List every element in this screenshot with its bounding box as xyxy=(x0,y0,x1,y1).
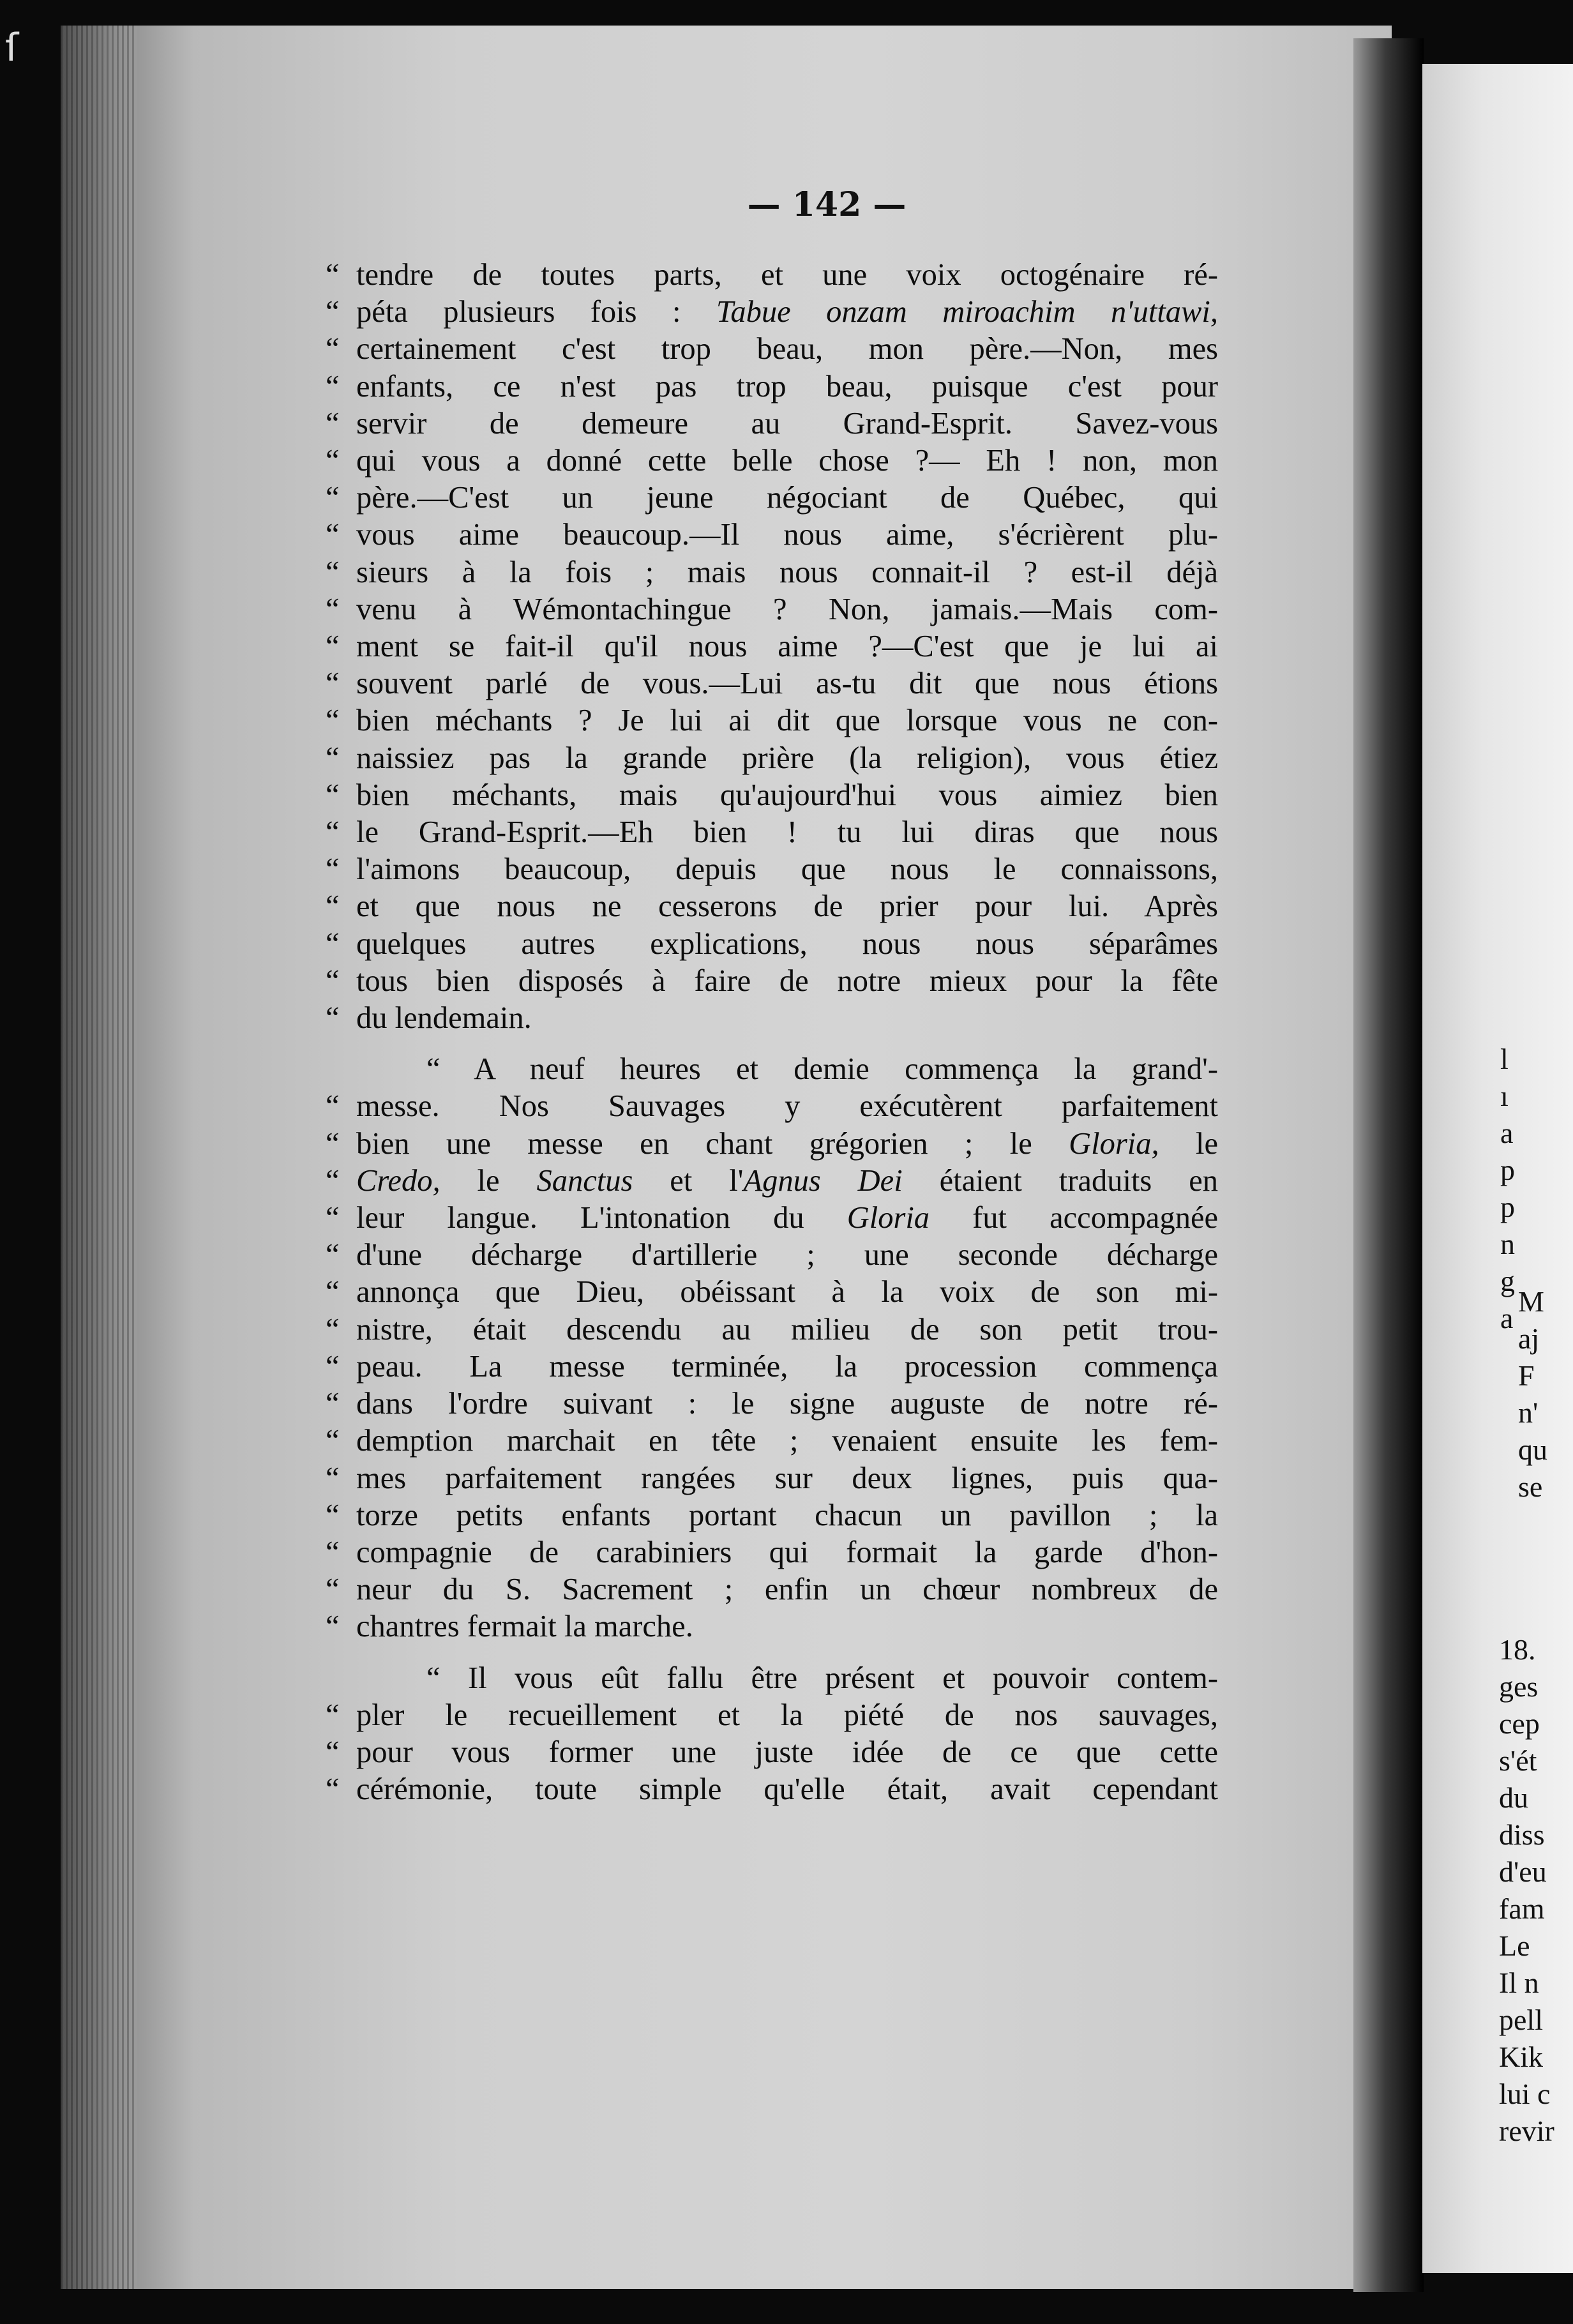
text-line xyxy=(326,814,1218,851)
line-segment: leur langue. L'intonation du xyxy=(356,1201,847,1235)
text-line xyxy=(326,777,1218,814)
line-segment: le xyxy=(1159,1126,1218,1161)
text-line xyxy=(326,479,1218,517)
right-page-fragments-middle xyxy=(1518,1283,1547,1505)
text-line xyxy=(326,1385,1218,1422)
line-text xyxy=(356,815,1218,849)
italic-term: Agnus Dei xyxy=(743,1163,903,1198)
right-page-fragment: 18. xyxy=(1499,1633,1536,1666)
text-line xyxy=(326,1274,1218,1311)
right-page-fragment: aj xyxy=(1518,1322,1540,1355)
line-text xyxy=(356,1275,1218,1309)
line-segment: certainement c'est trop beau, mon père.—Non, mes xyxy=(356,332,1218,366)
line-segment: servir de demeure au Grand-Esprit. Savez-vous xyxy=(356,406,1218,441)
right-page-fragment: qu xyxy=(1518,1433,1547,1466)
line-text xyxy=(356,1127,1218,1161)
right-page-fragment: d'eu xyxy=(1499,1855,1547,1888)
line-text xyxy=(356,778,1218,812)
right-page-fragment: M xyxy=(1518,1285,1544,1318)
quote-mark: “ xyxy=(326,815,340,850)
page-edge-stack xyxy=(61,26,137,2289)
quote-mark: “ xyxy=(326,1163,340,1198)
line-text xyxy=(356,852,1218,886)
line-segment: tendre de toutes parts, et une voix octogénaire ré- xyxy=(356,258,1218,292)
line-segment: dans l'ordre suivant : le signe auguste de notre ré- xyxy=(356,1387,1218,1421)
line-segment: “ A neuf heures et demie commença la grand'- xyxy=(426,1052,1218,1087)
line-segment: demption marchait en tête ; venaient ensuite les fem- xyxy=(356,1424,1218,1458)
line-text xyxy=(356,518,1218,552)
line-text xyxy=(356,1350,1218,1384)
quote-mark: “ xyxy=(326,741,340,775)
text-line xyxy=(326,1460,1218,1497)
quote-mark: “ xyxy=(326,369,340,404)
right-page-fragment: l xyxy=(1500,1043,1509,1075)
quote-mark: “ xyxy=(326,963,340,998)
line-segment: l'aimons beaucoup, depuis que nous le connaissons, xyxy=(356,852,1218,887)
line-segment: et que nous ne cesserons de prier pour lui. Après xyxy=(356,889,1218,924)
right-page-fragment: n' xyxy=(1518,1396,1539,1429)
quote-mark: “ xyxy=(326,926,340,961)
text-line xyxy=(326,740,1218,777)
right-page-fragment: du xyxy=(1499,1781,1528,1814)
quote-mark: “ xyxy=(326,555,340,589)
italic-term: Credo, xyxy=(356,1163,440,1198)
line-segment: quelques autres explications, nous nous séparâmes xyxy=(356,926,1218,961)
text-line xyxy=(326,591,1218,628)
text-line xyxy=(326,405,1218,442)
line-segment: le Grand-Esprit.—Eh bien ! tu lui diras que nous xyxy=(356,815,1218,850)
quote-mark: “ xyxy=(326,667,340,701)
line-segment: tous bien disposés à faire de notre mieux pour la fête xyxy=(356,963,1218,998)
line-segment: étaient traduits en xyxy=(902,1163,1218,1198)
paragraph-1 xyxy=(326,257,1218,1037)
line-text xyxy=(356,927,1218,961)
quote-mark: “ xyxy=(326,889,340,924)
line-segment: fut accompagnée xyxy=(929,1201,1218,1235)
quote-mark: “ xyxy=(326,1772,340,1807)
line-text xyxy=(356,407,1218,441)
line-segment: d'une décharge d'artillerie ; une seconde décharge xyxy=(356,1238,1218,1272)
line-segment: cérémonie, toute simple qu'elle était, avait cependant xyxy=(356,1772,1218,1807)
quote-mark: “ xyxy=(326,1498,340,1532)
text-line xyxy=(326,1571,1218,1608)
text-line xyxy=(356,1051,1218,1088)
line-segment: neur du S. Sacrement ; enfin un chœur nombreux de xyxy=(356,1573,1218,1607)
quote-mark: “ xyxy=(326,630,340,664)
line-segment: compagnie de carabiniers qui formait la garde d'hon- xyxy=(356,1535,1218,1569)
italic-term: Tabue onzam miroachim n'uttawi, xyxy=(716,295,1218,329)
right-page-fragment: a xyxy=(1500,1117,1514,1149)
right-page-fragment: s'ét xyxy=(1499,1744,1537,1777)
quote-mark: “ xyxy=(326,1001,340,1036)
line-text xyxy=(356,741,1218,775)
line-text xyxy=(356,1610,693,1643)
quote-mark: “ xyxy=(326,1312,340,1347)
line-text xyxy=(356,370,1218,404)
line-segment: pler le recueillement et la piété de nos sauvages, xyxy=(356,1698,1218,1732)
line-segment: père.—C'est un jeune négociant de Québec, qui xyxy=(356,481,1218,515)
right-page-fragment: fam xyxy=(1499,1892,1545,1925)
line-text xyxy=(356,1772,1218,1806)
line-segment: péta plusieurs fois : xyxy=(356,295,716,329)
italic-term: Gloria, xyxy=(1069,1126,1159,1161)
quote-mark: “ xyxy=(326,1126,340,1161)
line-segment: et l' xyxy=(633,1163,744,1198)
right-page-fragment: ı xyxy=(1500,1080,1509,1112)
quote-mark: “ xyxy=(326,852,340,887)
right-page-fragment: se xyxy=(1518,1470,1543,1503)
line-segment: “ Il vous eût fallu être présent et pouvoir contem- xyxy=(426,1661,1218,1695)
quote-mark: “ xyxy=(326,1089,340,1124)
line-segment: venu à Wémontachingue ? Non, jamais.—Mais com- xyxy=(356,592,1218,626)
text-line xyxy=(326,1000,1218,1037)
line-text xyxy=(356,444,1218,478)
corner-mark: ſ xyxy=(5,26,19,70)
quote-mark: “ xyxy=(326,258,340,292)
text-line xyxy=(326,628,1218,665)
line-text xyxy=(356,1661,1218,1695)
quote-mark: “ xyxy=(326,1610,340,1644)
quote-mark: “ xyxy=(326,481,340,515)
quote-mark: “ xyxy=(326,704,340,738)
line-segment: bien méchants ? Je lui ai dit que lorsque vous ne con- xyxy=(356,704,1218,738)
line-text xyxy=(356,889,1218,923)
line-segment: nistre, était descendu au milieu de son petit trou- xyxy=(356,1312,1218,1347)
text-line xyxy=(326,294,1218,331)
line-segment: enfants, ce n'est pas trop beau, puisque c'est pour xyxy=(356,369,1218,404)
quote-mark: “ xyxy=(326,518,340,552)
right-page-fragment: n xyxy=(1500,1228,1515,1260)
quote-mark: “ xyxy=(326,592,340,626)
quote-mark: “ xyxy=(326,1735,340,1769)
right-page-fragment: Kik xyxy=(1499,2041,1543,2073)
text-line xyxy=(326,1534,1218,1571)
text-line xyxy=(326,1237,1218,1274)
right-page-fragment: diss xyxy=(1499,1818,1545,1851)
paragraph-3 xyxy=(326,1660,1218,1809)
right-page-fragment: p xyxy=(1500,1154,1515,1186)
text-line xyxy=(326,665,1218,702)
line-segment: bien une messe en chant grégorien ; le xyxy=(356,1126,1069,1161)
quote-mark: “ xyxy=(326,1461,340,1495)
quote-mark: “ xyxy=(326,1424,340,1458)
page-number: — 142 — xyxy=(747,185,907,224)
right-page-fragment: pell xyxy=(1499,2003,1543,2036)
text-line xyxy=(326,1697,1218,1734)
line-segment: du lendemain. xyxy=(356,1001,532,1036)
right-page-fragment: revir xyxy=(1499,2115,1554,2147)
quote-mark: “ xyxy=(326,1698,340,1732)
right-page-fragment: Il n xyxy=(1499,1966,1539,1999)
line-text xyxy=(356,481,1218,515)
right-page-fragment: lui c xyxy=(1499,2078,1551,2110)
line-segment: pour vous former une juste idée de ce que cette xyxy=(356,1735,1218,1769)
quote-mark: “ xyxy=(326,332,340,366)
line-segment: peau. La messe terminée, la procession commença xyxy=(356,1349,1218,1384)
line-segment: messe. Nos Sauvages y exécutèrent parfaitement xyxy=(356,1089,1218,1124)
line-text xyxy=(356,555,1218,589)
line-text xyxy=(356,332,1218,366)
body-text xyxy=(326,257,1218,1808)
text-line xyxy=(326,1348,1218,1385)
text-line xyxy=(326,851,1218,888)
quote-mark: “ xyxy=(326,1387,340,1421)
line-segment: annonça que Dieu, obéissant à la voix de son mi- xyxy=(356,1275,1218,1309)
text-line xyxy=(326,1311,1218,1348)
quote-mark: “ xyxy=(326,1275,340,1309)
line-text xyxy=(356,1387,1218,1421)
book-gutter xyxy=(1353,38,1424,2292)
line-segment: le xyxy=(440,1163,537,1198)
text-line xyxy=(326,1608,1218,1645)
line-segment: sieurs à la fois ; mais nous connait-il ? est-il déjà xyxy=(356,555,1218,589)
line-text xyxy=(356,1313,1218,1347)
line-text xyxy=(356,1201,1218,1235)
text-line xyxy=(326,1497,1218,1534)
paragraph-2 xyxy=(326,1051,1218,1645)
text-line xyxy=(326,888,1218,925)
quote-mark: “ xyxy=(326,778,340,812)
line-text xyxy=(356,1052,1218,1086)
line-segment: mes parfaitement rangées sur deux lignes, puis qua- xyxy=(356,1461,1218,1495)
quote-mark: “ xyxy=(326,406,340,441)
line-segment: chantres fermait la marche. xyxy=(356,1610,693,1644)
right-page-fragment: g xyxy=(1500,1265,1515,1297)
text-line xyxy=(326,1126,1218,1163)
quote-mark: “ xyxy=(326,1573,340,1607)
line-text xyxy=(356,258,1218,292)
text-line xyxy=(326,368,1218,405)
text-line xyxy=(326,926,1218,963)
line-segment: naissiez pas la grande prière (la religion), vous étiez xyxy=(356,741,1218,775)
line-text xyxy=(356,1424,1218,1458)
line-text xyxy=(356,1164,1218,1198)
line-segment: qui vous a donné cette belle chose ?— Eh ! non, mon xyxy=(356,444,1218,478)
line-segment: vous aime beaucoup.—Il nous aime, s'écrièrent plu- xyxy=(356,518,1218,552)
text-line xyxy=(326,517,1218,554)
quote-mark: “ xyxy=(326,1238,340,1272)
line-text xyxy=(356,1089,1218,1123)
text-line xyxy=(326,1163,1218,1200)
text-line xyxy=(326,257,1218,294)
text-line xyxy=(326,554,1218,591)
line-text xyxy=(356,1698,1218,1732)
line-text xyxy=(356,1238,1218,1272)
italic-term: Sanctus xyxy=(536,1163,633,1198)
text-line xyxy=(326,1200,1218,1237)
line-text xyxy=(356,630,1218,663)
text-line xyxy=(326,963,1218,1000)
line-text xyxy=(356,1573,1218,1606)
text-line xyxy=(326,442,1218,479)
italic-term: Gloria xyxy=(847,1201,930,1235)
line-text xyxy=(356,964,1218,998)
text-line xyxy=(326,1734,1218,1771)
right-page-fragment: cep xyxy=(1499,1707,1540,1740)
right-page-fragment: a xyxy=(1500,1302,1514,1334)
right-page-fragment: Le xyxy=(1499,1929,1530,1962)
line-text xyxy=(356,1498,1218,1532)
line-text xyxy=(356,295,1218,329)
quote-mark: “ xyxy=(326,1201,340,1235)
line-text xyxy=(356,1461,1218,1495)
line-segment: souvent parlé de vous.—Lui as-tu dit que nous étions xyxy=(356,667,1218,701)
text-line xyxy=(326,1771,1218,1808)
quote-mark: “ xyxy=(326,444,340,478)
line-text xyxy=(356,1535,1218,1569)
quote-mark: “ xyxy=(326,295,340,329)
quote-mark: “ xyxy=(326,1349,340,1384)
right-page-fragments-bottom xyxy=(1499,1631,1554,2150)
line-segment: bien méchants, mais qu'aujourd'hui vous aimiez bien xyxy=(356,778,1218,812)
right-page-fragment: ges xyxy=(1499,1670,1539,1703)
text-line xyxy=(326,1422,1218,1460)
text-line xyxy=(326,1088,1218,1125)
line-text xyxy=(356,1735,1218,1769)
line-segment: ment se fait-il qu'il nous aime ?—C'est que je lui ai xyxy=(356,630,1218,664)
quote-mark: “ xyxy=(326,1535,340,1569)
text-line xyxy=(326,702,1218,739)
right-page-fragment: F xyxy=(1518,1359,1535,1392)
text-line xyxy=(356,1660,1218,1697)
line-text xyxy=(356,592,1218,626)
line-text xyxy=(356,667,1218,700)
text-line xyxy=(326,331,1218,368)
line-segment: torze petits enfants portant chacun un pavillon ; la xyxy=(356,1498,1218,1532)
line-text xyxy=(356,704,1218,737)
right-page-fragment: p xyxy=(1500,1191,1515,1223)
line-text xyxy=(356,1001,532,1035)
